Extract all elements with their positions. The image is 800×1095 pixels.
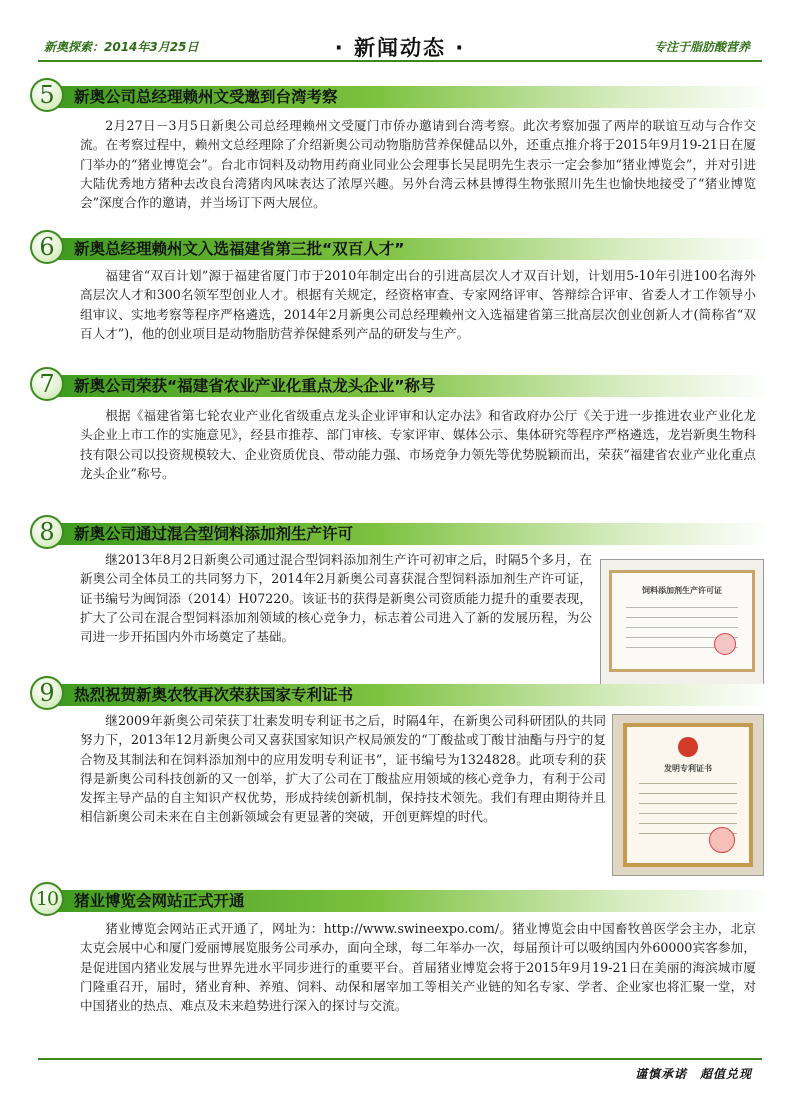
section-number: 7 — [30, 367, 64, 401]
certificate-line — [626, 627, 738, 628]
section-title: 新奥总经理赖州文入选福建省第三批“双百人才” — [74, 240, 405, 258]
slogan-top: 专注于脂肪酸营养 — [653, 40, 750, 54]
section-heading-6 — [30, 230, 770, 264]
certificate-frame — [609, 570, 755, 672]
footer-rule — [38, 1058, 762, 1060]
official-seal — [714, 633, 736, 655]
section-number: 5 — [30, 78, 64, 112]
section-number: 8 — [30, 515, 64, 549]
section-title: 新奥公司荣获“福建省农业产业化重点龙头企业”称号 — [74, 377, 436, 395]
certificate-frame — [623, 723, 753, 867]
section-heading-7 — [30, 367, 770, 401]
section-number: 10 — [30, 882, 64, 916]
patent-certificate-image — [612, 714, 764, 876]
certificate-title: 饲料添加剂生产许可证 — [642, 586, 722, 595]
certificate-line — [639, 783, 737, 784]
license-certificate-image — [600, 559, 764, 685]
slogan-bottom: 谨慎承诺 超值兑现 — [634, 1067, 752, 1081]
section-body-9: 继2009年新奥公司荣获丁壮素发明专利证书之后，时隔4年，在新奥公司科研团队的共同努力下，2013年12月新奥公司又喜获国家知识产权局颁发的“丁酸盐或丁酸甘油酯与丹宁的复合物及其制法和在饲料添加剂中的应用发明专利证书”，证书编号为1324828。此项专利的获得是新奥公司科技创新的又一创举，扩大了公司在丁酸盐应用领域的核心竞争力，有利于公司发挥主导产品的自主知识产权优势，形成持续创新机制，保持技术领先。我们有理由期待并且相信新奥公司未来在自主创新领域会有更显著的突破，开创更辉煌的时代。 — [80, 713, 606, 825]
certificate-line — [639, 793, 737, 794]
certificate-line — [626, 607, 738, 608]
section-title: 新奥公司总经理赖州文受邀到台湾考察 — [74, 88, 338, 106]
certificate-title: 发明专利证书 — [664, 764, 712, 773]
section-heading-5 — [30, 78, 770, 112]
page-title: · 新闻动态 · — [334, 36, 466, 60]
national-emblem — [678, 737, 698, 757]
issue-date: 新奥探索：2014年3月25日 — [44, 40, 199, 54]
section-heading-8 — [30, 515, 770, 549]
certificate-line — [639, 803, 737, 804]
section-body-8: 继2013年8月2日新奥公司通过混合型饲料添加剂生产许可初审之后，时隔5个多月，在新奥公司全体员工的共同努力下，2014年2月新奥公司喜获混合型饲料添加剂生产许可证，证书编号为闽饲添（2014）H07220。该证书的获得是新奥公司资质能力提升的重要表现，扩大了公司在混合型饲料添加剂领域的核心竞争力，标志着公司进入了新的发展历程，为公司进一步开拓国内外市场奠定了基础。 — [80, 552, 592, 645]
section-heading-10 — [30, 882, 770, 916]
section-body-7: 根据《福建省第七轮农业产业化省级重点龙头企业评审和认定办法》和省政府办公厅《关于进一步推进农业产业化龙头企业上市工作的实施意见》，经县市推荐、部门审核、专家评审、媒体公示、集体研究等程序严格遴选，龙岩新奥生物科技有限公司以投资规模较大、企业资质优良、带动能力强、市场竞争力领先等优势脱颖而出，荣获“福建省农业产业化重点龙头企业”称号。 — [80, 408, 756, 481]
official-seal — [709, 827, 735, 853]
certificate-line — [639, 813, 737, 814]
section-title: 猪业博览会网站正式开通 — [74, 892, 245, 910]
section-number: 9 — [30, 676, 64, 710]
section-title: 新奥公司通过混合型饲料添加剂生产许可 — [74, 525, 354, 543]
header-rule — [38, 60, 762, 62]
certificate-line — [626, 617, 738, 618]
section-body-5: 2月27日－3月5日新奥公司总经理赖州文受厦门市侨办邀请到台湾考察。此次考察加强了两岸的联谊互动与合作交流。在考察过程中，赖州文总经理除了介绍新奥公司动物脂肪营养保健品以外，还重点推介将于2015年9月19-21日在厦门举办的“猪业博览会”。台北市饲料及动物用药商业同业公会理事长吴昆明先生表示一定会参加“猪业博览会”，并对引进大陆优秀地方猪种去改良台湾猪肉风味表达了浓厚兴趣。另外台湾云林县博得生物张照川先生也愉快地接受了“猪业博览会”深度合作的邀请，并当场订下两大展位。 — [80, 118, 756, 211]
section-body-6: 福建省“双百计划”源于福建省厦门市于2010年制定出台的引进高层次人才双百计划，计划用5-10年引进100名海外高层次人才和300名领军型创业人才。根据有关规定，经资格审查、专家网络评审、答辩综合评审、省委人才工作领导小组审议、实地考察等程序严格遴选，2014年2月新奥公司总经理赖州文入选福建省第三批高层次创业创新人才(简称省“双百人才”)，他的创业项目是动物脂肪营养保健系列产品的研发与生产。 — [80, 268, 756, 341]
section-heading-9 — [30, 676, 770, 710]
section-number: 6 — [30, 230, 64, 264]
section-title: 热烈祝贺新奥农牧再次荣获国家专利证书 — [74, 686, 354, 704]
certificate-line — [639, 823, 737, 824]
section-body-10: 猪业博览会网站正式开通了，网址为：http://www.swineexpo.com/。猪业博览会由中国畜牧兽医学会主办，北京太克会展中心和厦门爱丽博展览服务公司承办，面向全球，每二年举办一次，每届预计可以吸纳国内外60000宾客参加，是促进国内猪业发展与世界先进水平同步进行的重要平台。首届猪业博览会将于2015年9月19-21日在美丽的海滨城市厦门隆重召开，届时，猪业育种、养殖、饲料、动保和屠宰加工等相关产业链的知名专家、学者、企业家也将汇聚一堂，对中国猪业的热点、难点及未来趋势进行深入的探讨与交流。 — [80, 921, 756, 1014]
